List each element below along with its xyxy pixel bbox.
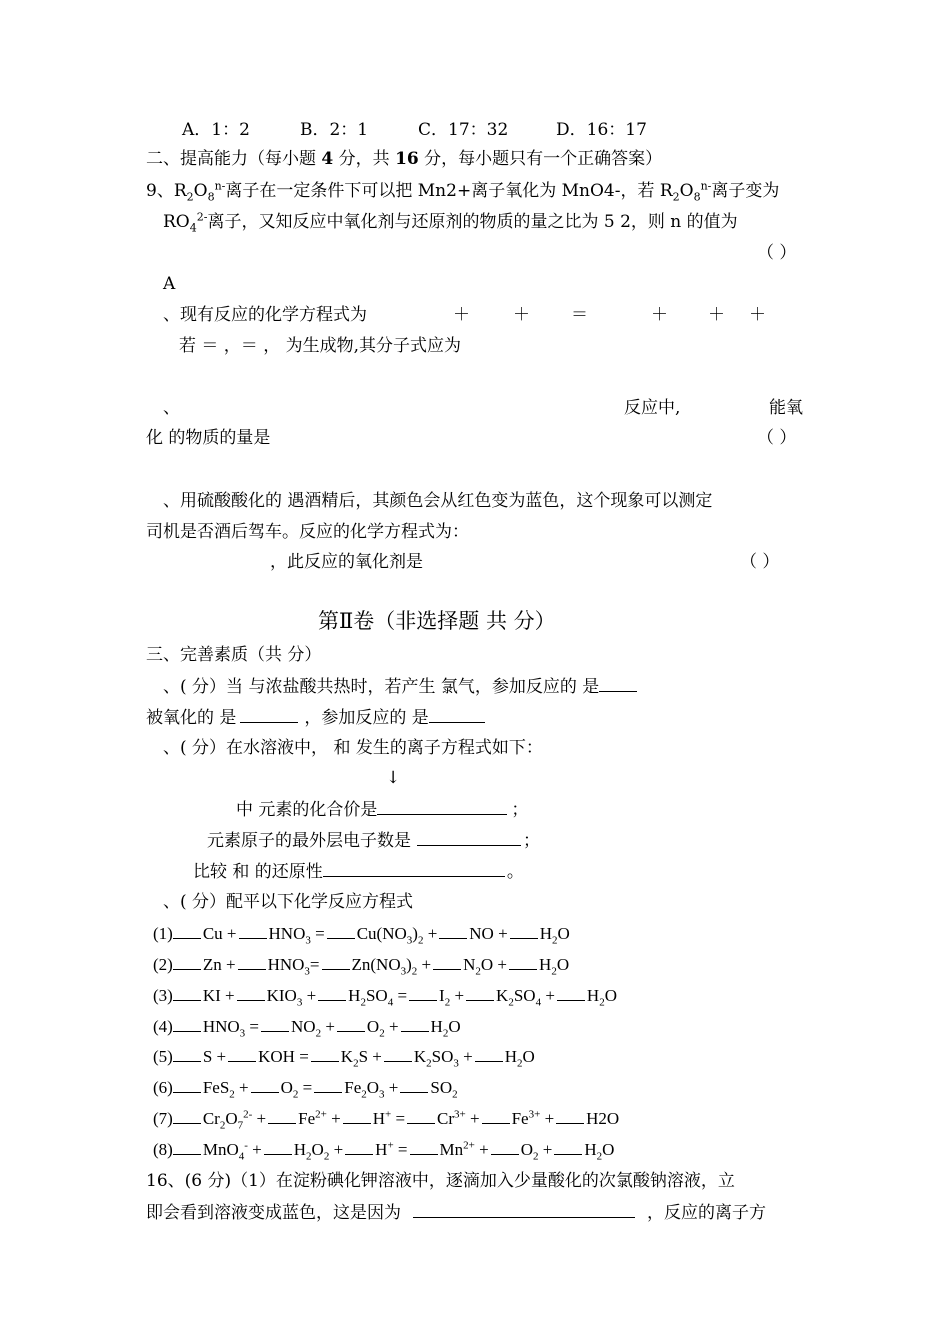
coefficient-blank[interactable] xyxy=(475,1045,503,1062)
q8-options xyxy=(182,119,647,141)
q13-blank-2[interactable] xyxy=(240,706,298,723)
coefficient-blank[interactable] xyxy=(173,1045,201,1062)
coefficient-blank[interactable] xyxy=(314,1076,342,1093)
equation-term: NO + xyxy=(469,924,508,943)
coefficient-blank[interactable] xyxy=(557,984,585,1001)
coefficient-blank[interactable] xyxy=(173,1107,201,1124)
equation-term: $KIO_3$ + xyxy=(266,986,317,1009)
q8-option-d: D．16：17 xyxy=(556,120,647,140)
q14-item-3: 比较 和 的还原性 。 xyxy=(193,862,524,882)
coefficient-blank[interactable] xyxy=(345,1138,373,1155)
equation-term: $HNO_3$ = xyxy=(202,1017,260,1040)
equation-term: $N_2O$ + xyxy=(463,955,508,978)
coefficient-blank[interactable] xyxy=(482,1107,510,1124)
equation-term: H2O xyxy=(586,1109,620,1128)
equation-term: $K_2S$ + xyxy=(340,1047,382,1070)
q9-line-1: 9、$R_2O_8^{n-}$离子在一定条件下可以把 Mn2+离子氧化为 MnO4-，若 $R_2O_8^{n-}$离子变为 xyxy=(146,179,780,204)
equation-number: (5) xyxy=(153,1047,173,1066)
coefficient-blank[interactable] xyxy=(173,1138,201,1155)
q10-line-1: 、现有反应的化学方程式为 ＋ ＋ ＝ ＋ ＋ ＋ xyxy=(163,305,766,325)
q12-line-2: 司机是否酒后驾车。反应的化学方程式为： xyxy=(146,522,469,542)
equation-term: $NO_2$ + xyxy=(291,1017,335,1040)
equation-row xyxy=(153,1076,460,1101)
equation-term: $K_2SO_4$ + xyxy=(496,986,555,1009)
equation-row xyxy=(153,1138,616,1163)
coefficient-blank[interactable] xyxy=(407,1107,435,1124)
q8-option-a: A．1：2 xyxy=(182,120,250,140)
equation-term: $SO_2$ xyxy=(430,1078,458,1101)
coefficient-blank[interactable] xyxy=(173,984,201,1001)
coefficient-blank[interactable] xyxy=(510,922,538,939)
q14-item-2: 元素原子的最外层电子数是 ； xyxy=(207,831,540,851)
equation-term: $Zn(NO_3)_2$ + xyxy=(351,955,432,978)
coefficient-blank[interactable] xyxy=(384,1045,412,1062)
coefficient-blank[interactable] xyxy=(239,922,267,939)
q14-blank-3[interactable] xyxy=(323,860,505,877)
equation-term: $H_2O$ xyxy=(584,1140,615,1163)
equation-number: (7) xyxy=(153,1109,173,1128)
q14-blank-1[interactable] xyxy=(377,798,507,815)
q14-item-1: 中 元素的化合价是 ； xyxy=(236,800,529,820)
equation-number: (1) xyxy=(153,924,173,943)
equation-term: $O_2$ = xyxy=(280,1078,313,1101)
equation-term: S + xyxy=(202,1047,227,1066)
coefficient-blank[interactable] xyxy=(327,922,355,939)
coefficient-blank[interactable] xyxy=(322,953,350,970)
coefficient-blank[interactable] xyxy=(433,953,461,970)
q16-line-1: 16、(6 分)（1）在淀粉碘化钾溶液中，逐滴加入少量酸化的次氯酸钠溶液，立 xyxy=(146,1171,735,1191)
coefficient-blank[interactable] xyxy=(173,953,201,970)
q13-line-1: 、( 分）当 与浓盐酸共热时，若产生 氯气，参加反应的 是 xyxy=(163,675,637,697)
equation-term: $Fe_2O_3$ + xyxy=(344,1078,399,1101)
equation-term: $HNO_3$ = xyxy=(268,924,325,947)
equation-term: $H_2SO_4$ = xyxy=(348,986,408,1009)
coefficient-blank[interactable] xyxy=(264,1138,292,1155)
equation-term: H+ = xyxy=(375,1139,408,1159)
q12-answer-paren: （ ） xyxy=(740,552,780,572)
q14-line-1: 、( 分）在水溶液中， 和 发生的离子方程式如下： xyxy=(163,738,543,758)
coefficient-blank[interactable] xyxy=(400,1076,428,1093)
equation-term: $O_2$ + xyxy=(366,1017,399,1040)
coefficient-blank[interactable] xyxy=(261,1015,289,1032)
coefficient-blank[interactable] xyxy=(491,1138,519,1155)
coefficient-blank[interactable] xyxy=(238,953,266,970)
q14-blank-2[interactable] xyxy=(417,829,521,846)
equation-number: (4) xyxy=(153,1017,173,1036)
equation-term: FeS$_2$ + xyxy=(202,1078,249,1101)
equation-term: H+ = xyxy=(372,1108,406,1128)
q13-line-2: 被氧化的 是 ，参加反应的 是 xyxy=(146,706,485,728)
equation-term: $Fe^{2+}$ + xyxy=(298,1108,341,1128)
q8-option-c: C．17：32 xyxy=(418,120,509,140)
coefficient-blank[interactable] xyxy=(343,1107,371,1124)
q12-line-1: 、用硫酸酸化的 遇酒精后，其颜色会从红色变为蓝色，这个现象可以测定 xyxy=(163,491,713,511)
equation-term: KI + xyxy=(202,986,235,1005)
coefficient-blank[interactable] xyxy=(173,1076,201,1093)
coefficient-blank[interactable] xyxy=(556,1107,584,1124)
equation-number: (3) xyxy=(153,986,173,1005)
equation-number: (2) xyxy=(153,955,173,974)
equation-row xyxy=(153,953,571,978)
equation-term: $I_2$ + xyxy=(439,986,465,1009)
equation-term: $Cr^{3+}$ + xyxy=(437,1108,480,1128)
part-2-title: 第Ⅱ卷（非选择题 共 分） xyxy=(318,609,556,633)
equation-term: MnO$_4$- + xyxy=(202,1139,262,1163)
equation-term: $K_2SO_3$ + xyxy=(413,1047,473,1070)
coefficient-blank[interactable] xyxy=(439,922,467,939)
coefficient-blank[interactable] xyxy=(409,984,437,1001)
q15-title: 、( 分）配平以下化学反应方程式 xyxy=(163,892,414,912)
q8-option-b: B．2：1 xyxy=(300,120,369,140)
section-3-heading: 三、完善素质（共 分） xyxy=(146,645,322,665)
equation-term: Cu + xyxy=(202,924,237,943)
equation-number: (8) xyxy=(153,1140,173,1159)
coefficient-blank[interactable] xyxy=(509,953,537,970)
equation-row xyxy=(153,984,619,1009)
q11-line-2: 化 的物质的量是 xyxy=(146,428,271,448)
q12-line-3: ，此反应的氧化剂是 xyxy=(270,552,423,572)
equation-term: $H_2O$ xyxy=(586,986,617,1009)
coefficient-blank[interactable] xyxy=(268,1107,296,1124)
q10-line-2: 若 ＝ ，＝ ， 为生成物,其分子式应为 xyxy=(179,336,462,356)
equation-term: $Cu(NO_3)_2$ + xyxy=(356,924,438,947)
equation-term: $HNO_3=$ xyxy=(267,955,320,978)
arrow-down-icon: ↓ xyxy=(386,768,401,788)
equation-row xyxy=(153,1045,537,1070)
equation-term: $H_2O_2$ + xyxy=(293,1140,344,1163)
q11-lead: 、 xyxy=(163,398,180,418)
coefficient-blank[interactable] xyxy=(173,1015,201,1032)
equation-term: $Mn^{2+}$ + xyxy=(439,1139,489,1159)
q13-blank-1[interactable] xyxy=(599,675,637,692)
equation-term: KOH = xyxy=(258,1047,309,1066)
q13-blank-3[interactable] xyxy=(429,706,485,723)
equation-term: $H_2O$ xyxy=(430,1017,461,1040)
q11-mid-2: 能氧 xyxy=(769,398,803,418)
equation-number: (6) xyxy=(153,1078,173,1097)
q9-option: A xyxy=(163,274,176,294)
coefficient-blank[interactable] xyxy=(311,1045,339,1062)
coefficient-blank[interactable] xyxy=(466,984,494,1001)
coefficient-blank[interactable] xyxy=(410,1138,438,1155)
coefficient-blank[interactable] xyxy=(228,1045,256,1062)
equation-term: $H_2O$ xyxy=(504,1047,535,1070)
equation-row xyxy=(153,1015,463,1040)
equation-term: Zn + xyxy=(202,955,236,974)
equation-row xyxy=(153,1107,621,1132)
q11-answer-paren: （ ） xyxy=(757,428,797,448)
coefficient-blank[interactable] xyxy=(401,1015,429,1032)
coefficient-blank[interactable] xyxy=(554,1138,582,1155)
q16-line-2: 即会看到溶液变成蓝色，这是因为 ，反应的离子方 xyxy=(146,1203,766,1223)
coefficient-blank[interactable] xyxy=(318,984,346,1001)
equation-term: $H_2O$ xyxy=(539,955,570,978)
coefficient-blank[interactable] xyxy=(237,984,265,1001)
equation-term: $H_2O$ xyxy=(539,924,570,947)
equation-term: $Cr_2O_7^{2-}$ + xyxy=(202,1108,267,1132)
equation-term: $Fe^{3+}$ + xyxy=(511,1108,555,1128)
q16-blank-1[interactable] xyxy=(413,1201,635,1218)
equation-row xyxy=(153,922,572,947)
coefficient-blank[interactable] xyxy=(173,922,201,939)
q11-mid-1: 反应中, xyxy=(624,398,681,418)
q9-line-2: $RO_4^{2-}$离子，又知反应中氧化剂与还原剂的物质的量之比为 5 2，则 n 的值为 xyxy=(163,210,738,235)
coefficient-blank[interactable] xyxy=(337,1015,365,1032)
section-2-heading: 二、提高能力（每小题 4 分，共 16 分，每小题只有一个正确答案） xyxy=(146,149,663,169)
q9-answer-paren: （ ） xyxy=(757,243,797,263)
coefficient-blank[interactable] xyxy=(251,1076,279,1093)
equation-term: $O_2$ + xyxy=(520,1140,553,1163)
